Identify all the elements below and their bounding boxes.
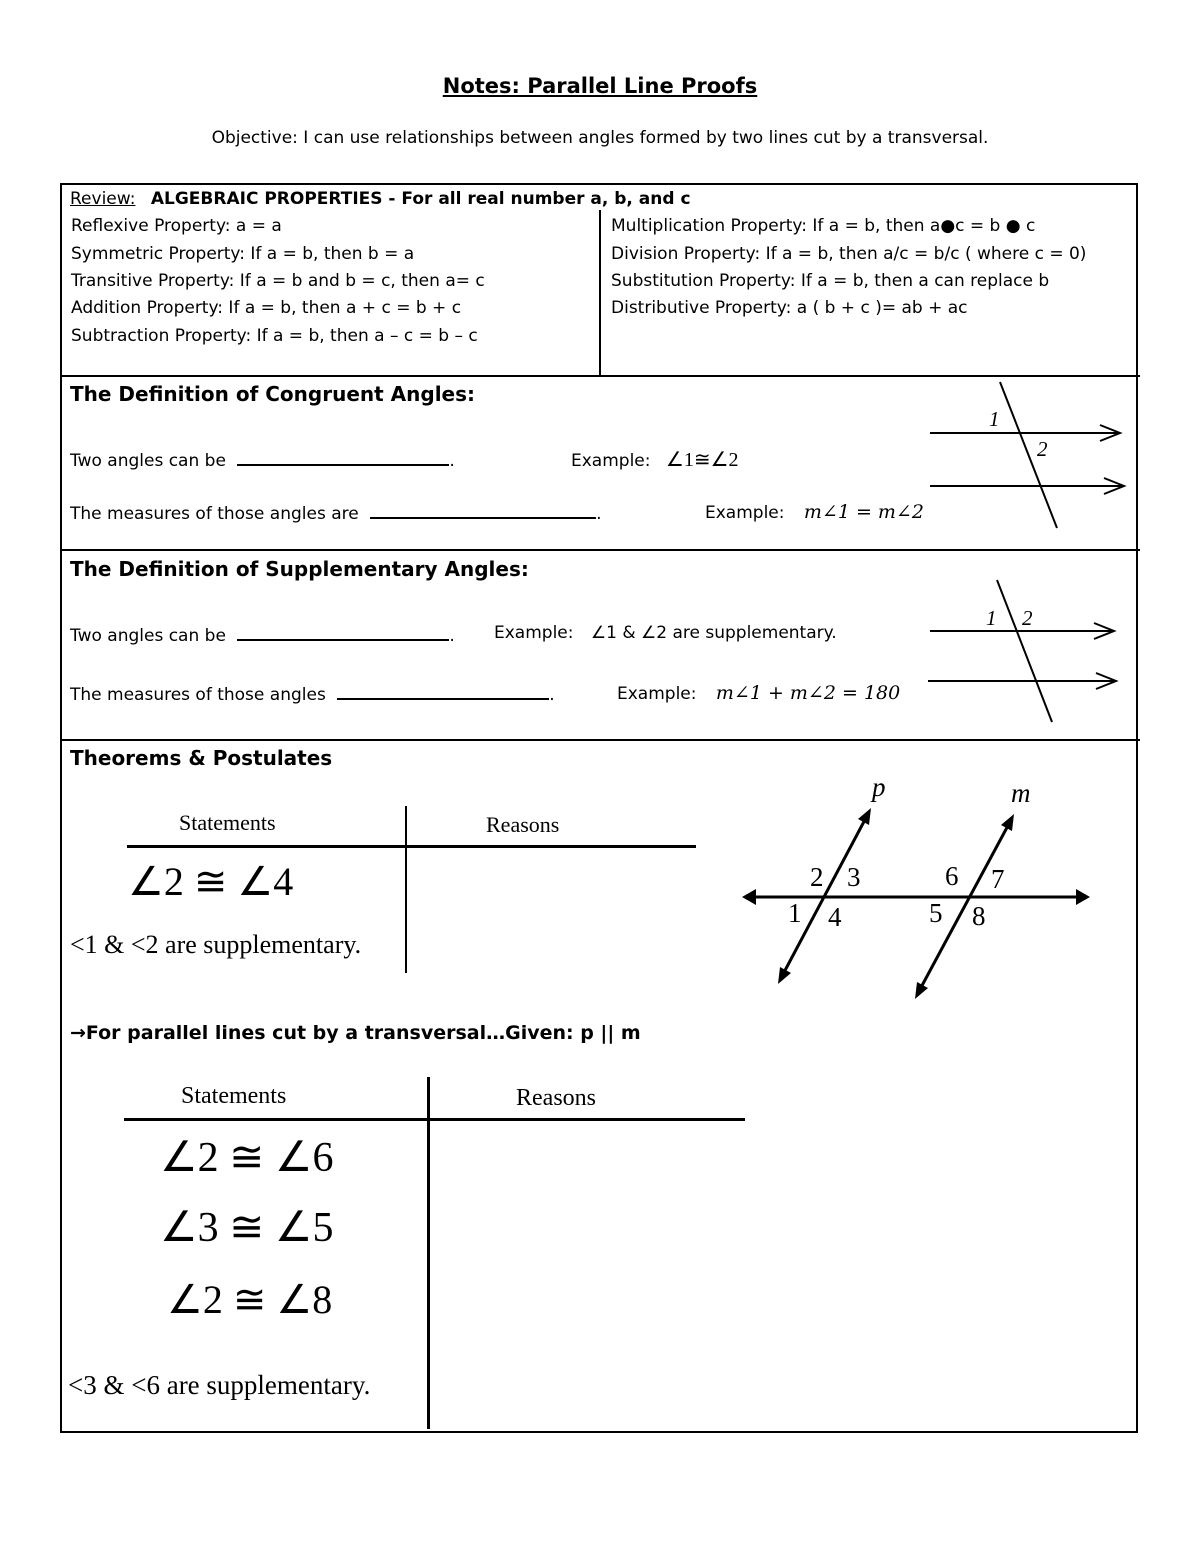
review-title: ALGEBRAIC PROPERTIES - For all real number a, b, and c — [150, 189, 691, 209]
example-label: Example: — [705, 503, 785, 523]
review-label: Review: — [70, 189, 136, 209]
period: . — [549, 685, 555, 705]
example-math: ∠1≅∠2 — [665, 449, 739, 471]
angle-label-2: 2 — [1022, 606, 1033, 630]
page-title: Notes: Parallel Line Proofs — [442, 74, 758, 98]
table1-statement-1: ∠2 ≅ ∠4 — [128, 859, 294, 904]
table1-statement-2: <1 & <2 are supplementary. — [70, 930, 362, 959]
period: . — [449, 626, 455, 646]
supplementary-line-2-text: The measures of those angles — [70, 685, 326, 705]
example-label: Example: — [617, 684, 697, 704]
statements-header: Statements — [181, 1083, 287, 1109]
supplementary-line-1-text: Two angles can be — [70, 626, 226, 646]
angle-label-1: 1 — [986, 606, 997, 630]
line-label-m: m — [1011, 778, 1031, 808]
property-subtraction: Subtraction Property: If a = b, then a – c = b – c — [71, 326, 478, 346]
angle-label-1: 1 — [788, 898, 802, 928]
table-column-rule — [427, 1077, 430, 1429]
objective: Objective: I can use relationships between angles formed by two lines cut by a transversal. — [211, 128, 989, 148]
angle-label-2: 2 — [1037, 437, 1048, 461]
period: . — [449, 451, 455, 471]
table2-statement-2: ∠3 ≅ ∠5 — [160, 1205, 334, 1251]
property-multiplication: Multiplication Property: If a = b, then a●c = b ● c — [611, 216, 1036, 236]
property-addition: Addition Property: If a = b, then a + c = b + c — [71, 298, 462, 318]
angle-label-7: 7 — [991, 864, 1005, 894]
angle-label-3: 3 — [847, 862, 861, 892]
example-label: Example: — [494, 623, 574, 643]
congruent-line-1-text: Two angles can be — [70, 451, 226, 471]
given-statement: →For parallel lines cut by a transversal…Given: p || m — [70, 1022, 641, 1044]
table2-statement-4: <3 & <6 are supplementary. — [68, 1370, 371, 1400]
congruent-heading: The Definition of Congruent Angles: — [70, 382, 476, 406]
statements-header: Statements — [179, 810, 276, 835]
period: . — [596, 504, 602, 524]
table2-statement-3: ∠2 ≅ ∠8 — [167, 1277, 333, 1322]
angle-label-5: 5 — [929, 898, 943, 928]
reasons-header: Reasons — [486, 812, 560, 837]
supplementary-heading: The Definition of Supplementary Angles: — [70, 557, 529, 581]
theorems-heading: Theorems & Postulates — [70, 746, 333, 770]
example-math: m∠1 + m∠2 = 180 — [715, 682, 901, 704]
table-header-rule — [124, 1118, 745, 1121]
example-math: ∠1 & ∠2 are supplementary. — [590, 623, 837, 643]
property-transitive: Transitive Property: If a = b and b = c, then a= c — [71, 271, 485, 291]
line-label-p: p — [872, 772, 886, 802]
angle-label-6: 6 — [945, 861, 959, 891]
table2-statement-1: ∠2 ≅ ∠6 — [160, 1135, 334, 1181]
angle-label-8: 8 — [972, 901, 986, 931]
example-math: m∠1 = m∠2 — [803, 501, 924, 523]
angle-label-2: 2 — [810, 862, 824, 892]
property-substitution: Substitution Property: If a = b, then a can replace b — [611, 271, 1050, 291]
property-symmetric: Symmetric Property: If a = b, then b = a — [71, 244, 415, 264]
example-label: Example: — [571, 451, 651, 471]
reasons-header: Reasons — [516, 1085, 596, 1111]
property-distributive: Distributive Property: a ( b + c )= ab + ac — [611, 298, 968, 318]
angle-label-1: 1 — [989, 407, 1000, 431]
angle-label-4: 4 — [828, 902, 842, 932]
congruent-line-2-text: The measures of those angles are — [70, 504, 359, 524]
property-division: Division Property: If a = b, then a/c = b/c ( where c = 0) — [611, 244, 1087, 264]
property-reflexive: Reflexive Property: a = a — [71, 216, 282, 236]
